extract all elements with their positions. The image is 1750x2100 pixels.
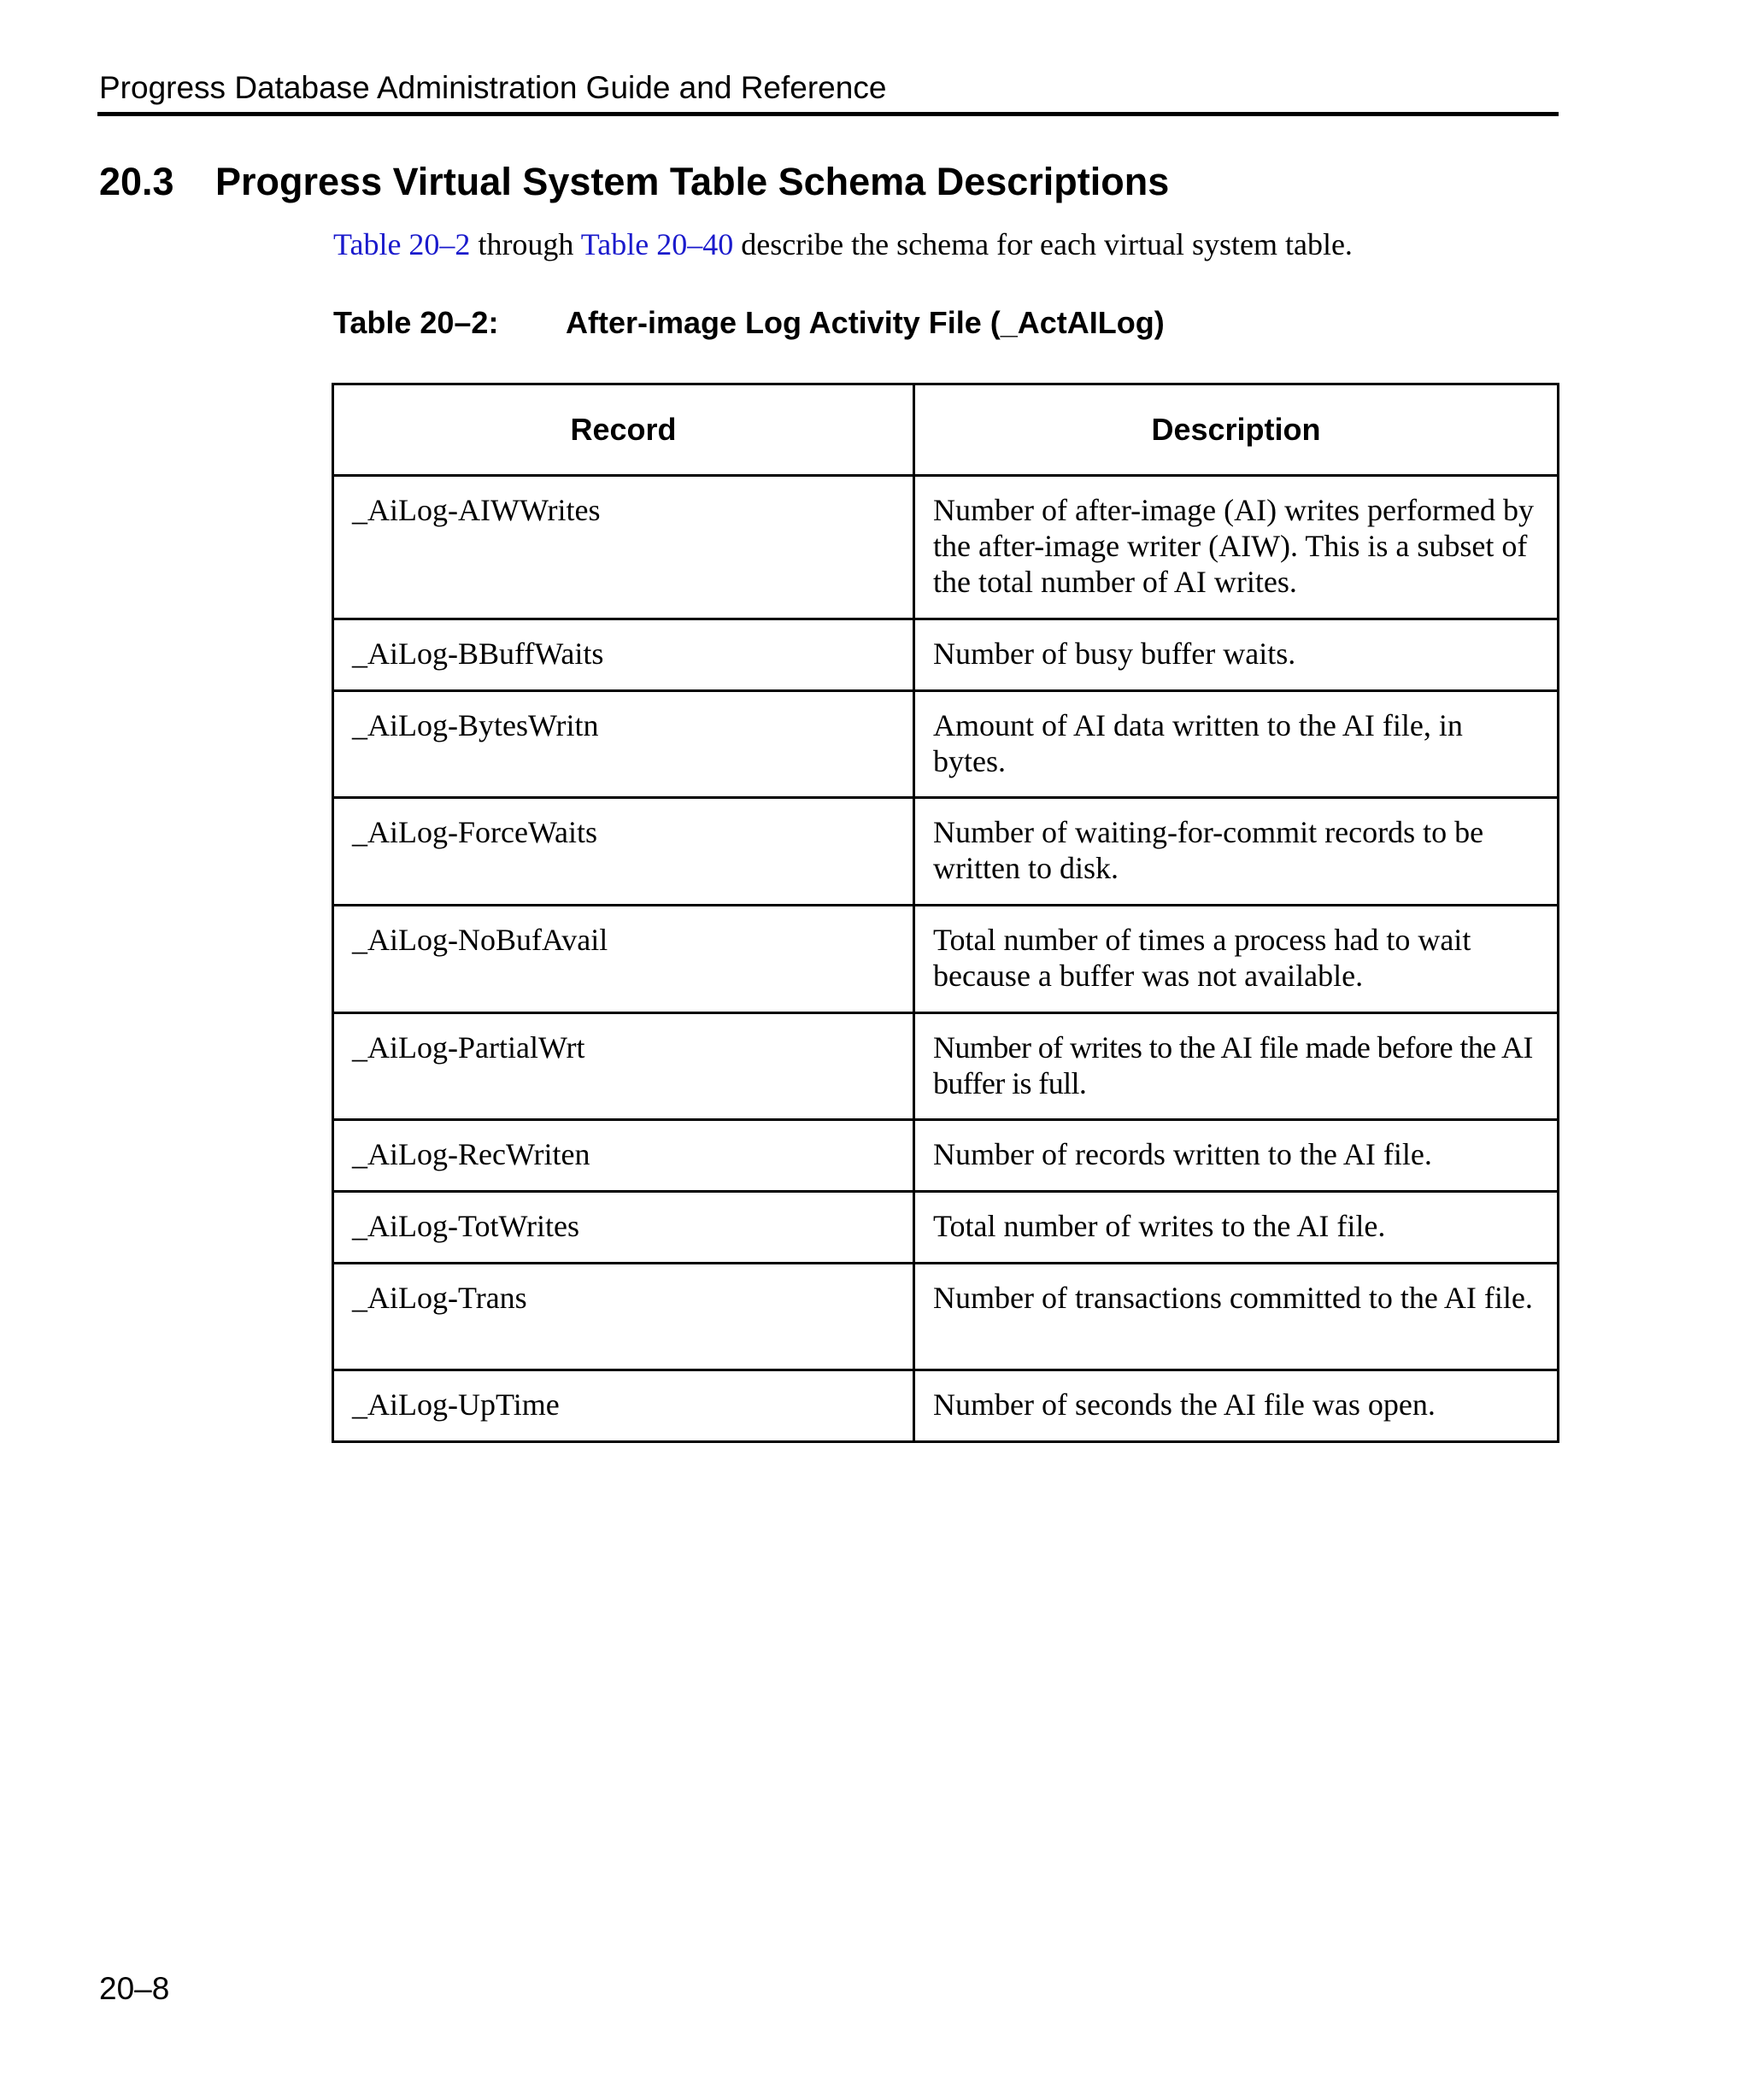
table-row: [333, 906, 1559, 1013]
record-cell: _AiLog-BBuffWaits: [333, 619, 914, 691]
table-caption: [333, 302, 1165, 343]
table-row: [333, 476, 1559, 619]
section-heading: [99, 158, 1169, 206]
description-cell: Number of records written to the AI file.: [914, 1120, 1559, 1192]
header-rule: [97, 112, 1559, 116]
description-cell: Number of waiting-for-commit records to be written to disk.: [914, 798, 1559, 906]
record-cell: _AiLog-BytesWritn: [333, 691, 914, 798]
table-row: [333, 1013, 1559, 1120]
table-row: [333, 1370, 1559, 1442]
record-cell: _AiLog-ForceWaits: [333, 798, 914, 906]
description-cell: Number of transactions committed to the AI file.: [914, 1264, 1559, 1370]
table-row: [333, 1120, 1559, 1192]
description-cell: Number of after-image (AI) writes performed by the after-image writer (AIW). This is a subset of the total number of AI writes.: [914, 476, 1559, 619]
xref-link-table-20-2[interactable]: Table 20–2: [333, 227, 471, 261]
record-cell: _AiLog-RecWriten: [333, 1120, 914, 1192]
table-caption-label: Table 20–2:: [333, 305, 499, 340]
page-number: 20–8: [99, 1971, 170, 2006]
table-header-row: [333, 384, 1559, 476]
description-cell: Number of seconds the AI file was open.: [914, 1370, 1559, 1442]
table-caption-title: After-image Log Activity File (_ActAILog): [566, 305, 1165, 340]
description-cell: Number of busy buffer waits.: [914, 619, 1559, 691]
intro-paragraph: [333, 224, 1353, 265]
column-header-description: Description: [914, 384, 1559, 476]
schema-table: [332, 383, 1559, 1443]
description-cell: Total number of writes to the AI file.: [914, 1192, 1559, 1264]
record-cell: _AiLog-TotWrites: [333, 1192, 914, 1264]
section-number: 20.3: [99, 160, 174, 203]
running-header-title: Progress Database Administration Guide and Reference: [99, 70, 887, 105]
section-title: Progress Virtual System Table Schema Descriptions: [215, 160, 1170, 203]
table-row: [333, 1192, 1559, 1264]
table-row: [333, 619, 1559, 691]
intro-through-text: through: [470, 227, 581, 261]
description-cell: Number of writes to the AI file made before the AI buffer is full.: [914, 1013, 1559, 1120]
intro-rest-text: describe the schema for each virtual system table.: [733, 227, 1353, 261]
record-cell: _AiLog-PartialWrt: [333, 1013, 914, 1120]
xref-link-table-20-40[interactable]: Table 20–40: [580, 227, 734, 261]
table-row: [333, 798, 1559, 906]
description-cell: Amount of AI data written to the AI file, in bytes.: [914, 691, 1559, 798]
record-cell: _AiLog-UpTime: [333, 1370, 914, 1442]
description-cell: Total number of times a process had to wait because a buffer was not available.: [914, 906, 1559, 1013]
record-cell: _AiLog-Trans: [333, 1264, 914, 1370]
table-row: [333, 691, 1559, 798]
record-cell: _AiLog-NoBufAvail: [333, 906, 914, 1013]
column-header-record: Record: [333, 384, 914, 476]
record-cell: _AiLog-AIWWrites: [333, 476, 914, 619]
table-row: [333, 1264, 1559, 1370]
